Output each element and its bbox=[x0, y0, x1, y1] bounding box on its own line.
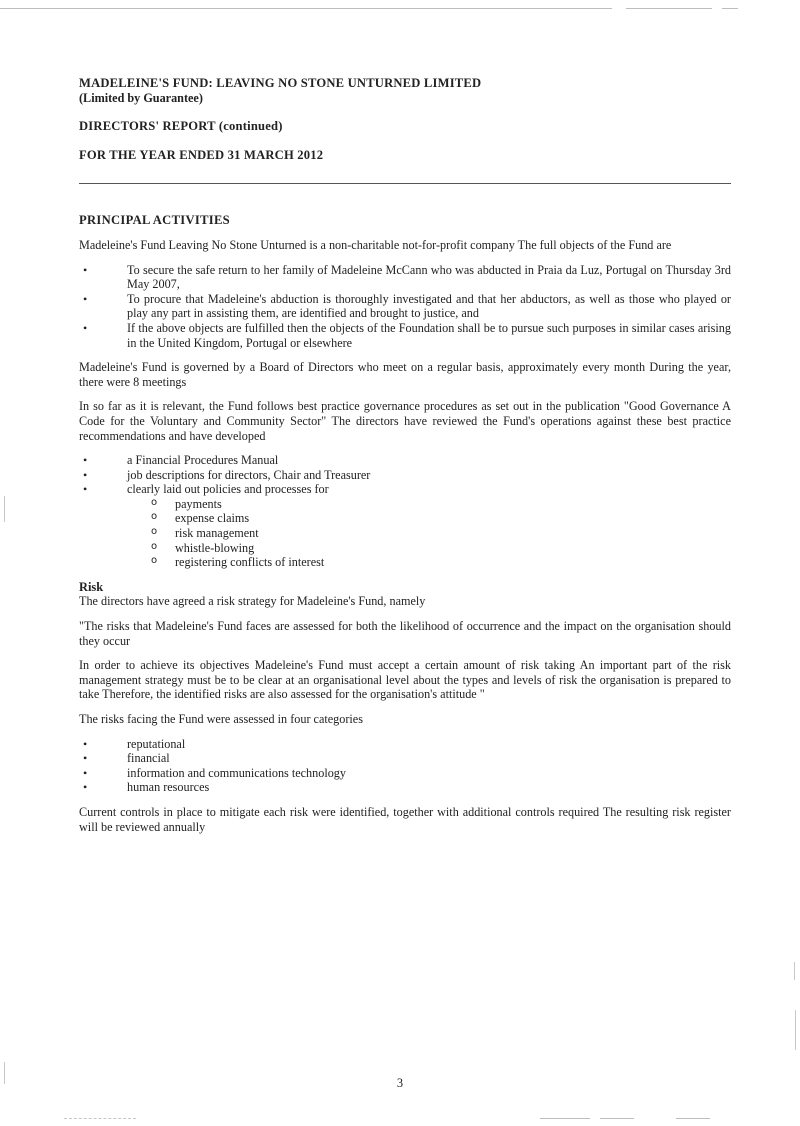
risk-quote-paragraph-2: In order to achieve its objectives Madeleine's Fund must accept a certain amount of risk taking An important part of the risk management strategy must be to be clear at an organisational level about the types and levels of risk the organisation is prepared to take Therefore, the identified risks are also assessed for the organisation's attitude " bbox=[79, 658, 731, 702]
list-item-text: clearly laid out policies and processes for bbox=[127, 482, 329, 497]
company-subtitle: (Limited by Guarantee) bbox=[79, 90, 203, 105]
list-item: • a Financial Procedures Manual bbox=[79, 453, 731, 468]
risk-controls-paragraph: Current controls in place to mitigate each risk were identified, together with additional controls required The resulting risk register will be reviewed annually bbox=[79, 804, 731, 834]
list-item: • To secure the safe return to her family of Madeleine McCann who was abducted in Praia da Luz, Portugal on Thursday 3rd May 2007, bbox=[79, 263, 731, 292]
list-item bbox=[79, 482, 731, 570]
company-name: MADELEINE'S FUND: LEAVING NO STONE UNTURNED LIMITED bbox=[79, 76, 482, 90]
scan-edge-bottom-right bbox=[600, 1118, 634, 1119]
principal-activities-heading: PRINCIPAL ACTIVITIES bbox=[79, 213, 230, 228]
risk-strategy-paragraph: The directors have agreed a risk strategy for Madeleine's Fund, namely bbox=[79, 594, 426, 609]
list-item: • If the above objects are fulfilled then the objects of the Foundation shall be to pursue such purposes in similar cases arising in the United Kingdom, Portugal or elsewhere bbox=[79, 321, 731, 350]
list-item: • information and communications technology bbox=[79, 766, 731, 781]
scan-edge-bottom-left bbox=[64, 1118, 136, 1119]
list-item: • reputational bbox=[79, 737, 731, 752]
scan-edge-top bbox=[0, 8, 612, 9]
scan-edge-right-upper bbox=[794, 962, 795, 980]
sublist-item: o registering conflicts of interest bbox=[127, 555, 731, 570]
document-body bbox=[79, 76, 731, 834]
risk-heading: Risk bbox=[79, 579, 104, 594]
principal-intro: Madeleine's Fund Leaving No Stone Unturned is a non-charitable not-for-profit company The full objects of the Fund are bbox=[79, 237, 672, 252]
sublist-item: o payments bbox=[127, 497, 731, 512]
sublist-item: o expense claims bbox=[127, 511, 731, 526]
processes-sublist bbox=[127, 497, 731, 570]
list-item: • job descriptions for directors, Chair and Treasurer bbox=[79, 468, 731, 483]
risk-quote-paragraph-1: "The risks that Madeleine's Fund faces are assessed for both the likelihood of occurrence and the impact on the organisation should they occur bbox=[79, 619, 731, 648]
risk-categories-list bbox=[79, 737, 731, 795]
page-number: 3 bbox=[396, 1076, 404, 1090]
developed-list bbox=[79, 453, 731, 570]
list-item: • To procure that Madeleine's abduction is thoroughly investigated and that her abductors, as well as those who played or play any part in assisting them, are identified and brought to justice, and bbox=[79, 292, 731, 321]
fund-objects-list bbox=[79, 263, 731, 351]
sublist-item: o risk management bbox=[127, 526, 731, 541]
sublist-item: o whistle-blowing bbox=[127, 541, 731, 556]
scan-edge-bottom-mid bbox=[540, 1118, 590, 1119]
best-practice-paragraph: In so far as it is relevant, the Fund follows best practice governance procedures as set out in the publication "Good Governance A Code for the Voluntary and Community Sector" The directors have reviewed the Fund's operations against these best practice recommendations and have developed bbox=[79, 399, 731, 443]
scan-edge-left bbox=[4, 496, 5, 522]
scan-edge-right bbox=[795, 1010, 796, 1050]
report-title: DIRECTORS' REPORT (continued) bbox=[79, 119, 283, 134]
risk-categories-intro: The risks facing the Fund were assessed in four categories bbox=[79, 712, 363, 726]
list-item: • financial bbox=[79, 751, 731, 766]
scan-edge-top-right bbox=[626, 8, 712, 9]
scan-edge-top-tick bbox=[722, 8, 738, 9]
list-item: • human resources bbox=[79, 780, 731, 795]
scan-edge-bottom-far bbox=[676, 1118, 710, 1119]
governance-paragraph: Madeleine's Fund is governed by a Board of Directors who meet on a regular basis, approximately every month During the year, there were 8 meetings bbox=[79, 360, 731, 389]
report-period: FOR THE YEAR ENDED 31 MARCH 2012 bbox=[79, 147, 324, 162]
